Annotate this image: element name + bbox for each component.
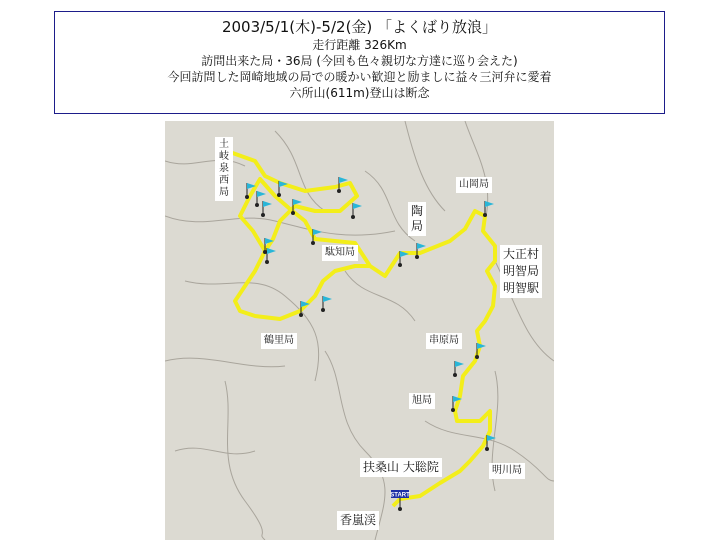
flag-icon	[321, 296, 332, 312]
label-asahi: 旭局	[409, 393, 435, 409]
travel-route-south-loop	[235, 251, 370, 319]
label-korankei: 香嵐渓	[337, 511, 379, 530]
label-myogawa: 明川局	[489, 463, 525, 479]
flag-icon	[475, 343, 486, 359]
route-map	[165, 121, 554, 540]
label-dachi: 駄知局	[322, 245, 358, 261]
label-fusozan: 扶桑山 大聡院	[360, 458, 442, 477]
trip-note: 六所山(611m)登山は断念	[289, 86, 430, 100]
flag-icon	[265, 248, 276, 264]
start-text: START	[390, 492, 410, 499]
flag-icon	[483, 201, 494, 217]
label-tsurusato: 鶴里局	[261, 333, 297, 349]
trip-visits: 訪問出来た局・36局 (今回も色々親切な方達に巡り会えた)	[201, 54, 518, 68]
label-akechi-station: 明智駅	[500, 279, 542, 298]
label-sanoka: 山岡局	[456, 177, 492, 193]
label-akechi-office: 明智局	[500, 262, 542, 281]
flag-icon	[261, 201, 272, 217]
title-box	[54, 11, 665, 114]
label-taisho-akechi: 大正村	[500, 245, 542, 264]
trip-title: 2003/5/1(木)-5/2(金) 「よくばり放浪」	[221, 18, 498, 36]
trip-distance: 走行距離 326Km	[312, 38, 407, 52]
trip-comment: 今回訪問した岡崎地域の局での暖かい歓迎と励ましに益々三河弁に愛着	[167, 70, 552, 84]
flag-icon	[351, 203, 362, 219]
label-sue: 陶局	[408, 202, 426, 236]
label-toki-izumi-nishi: 土岐泉西局	[215, 137, 233, 201]
label-kushihara: 串原局	[426, 333, 462, 349]
